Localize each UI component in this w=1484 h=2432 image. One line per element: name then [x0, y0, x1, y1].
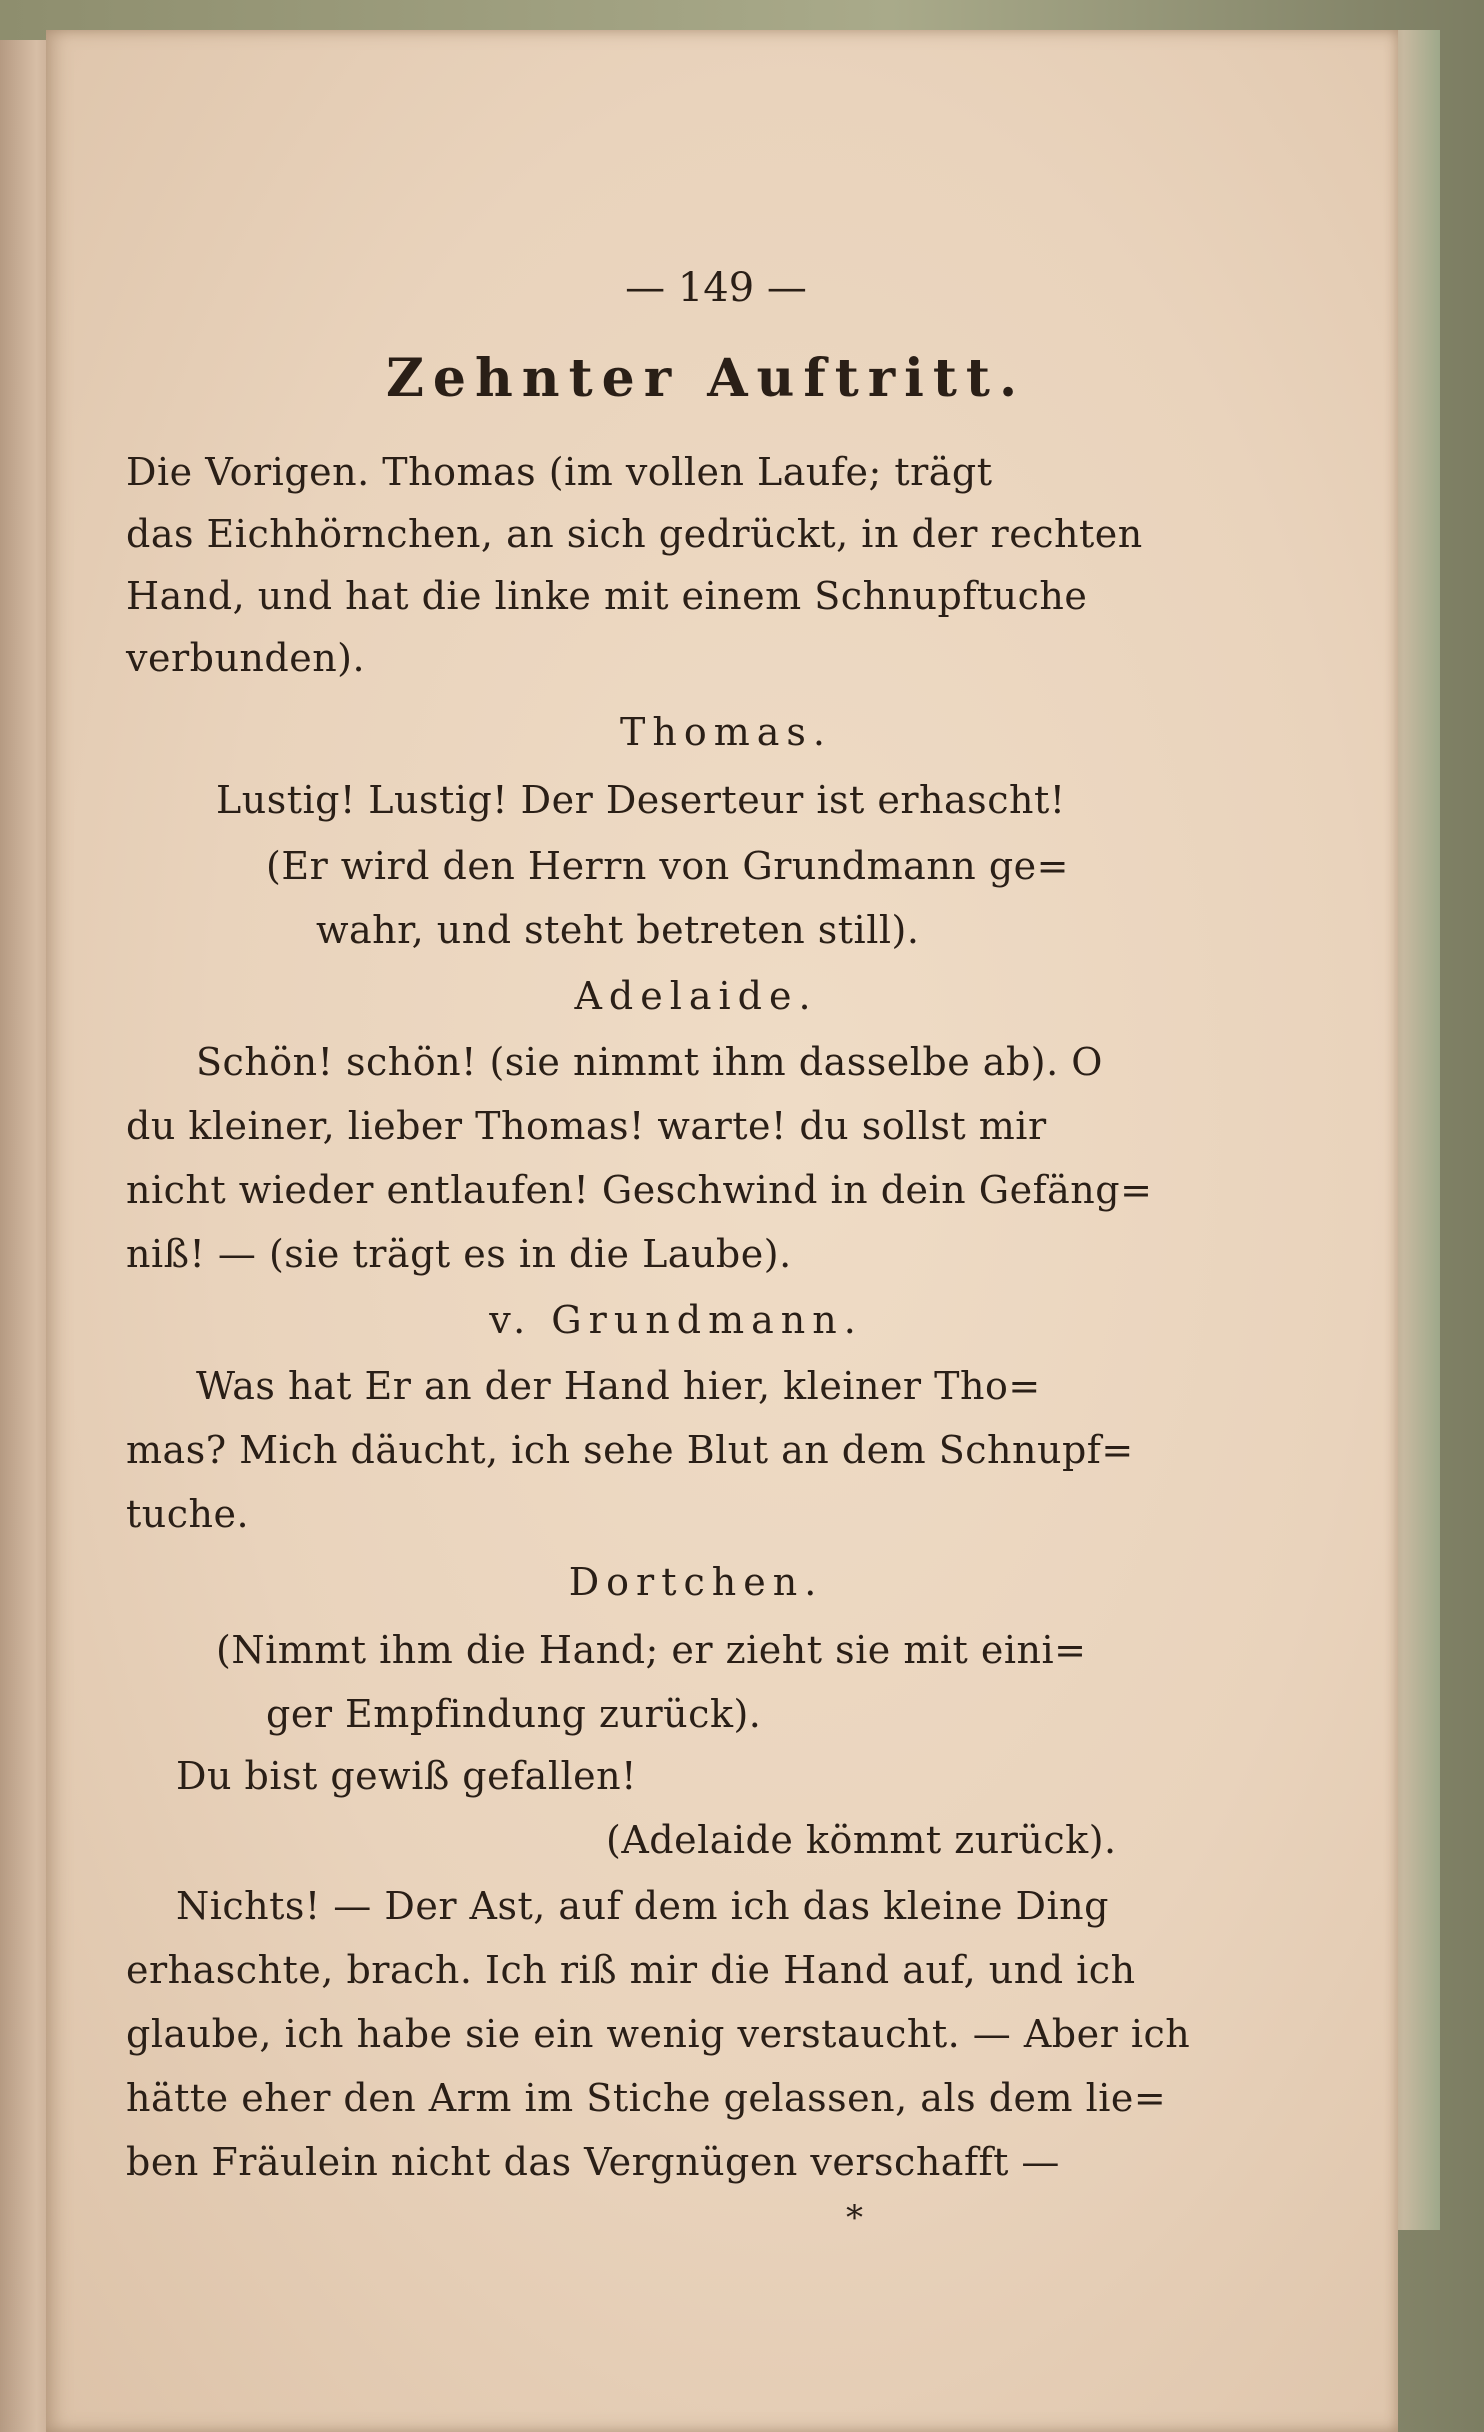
text-line: glaube, ich habe sie ein wenig verstaucht. — Aber ich	[126, 2012, 1191, 2056]
text-line: ben Fräulein nicht das Vergnügen verschafft —	[126, 2140, 1060, 2184]
speaker-name: Adelaide.	[574, 974, 818, 1018]
text-line: tuche.	[126, 1492, 250, 1536]
stage-direction: wahr, und steht betreten still).	[316, 908, 920, 952]
text-line: Schön! schön! (sie nimmt ihm dasselbe ab). O	[196, 1040, 1103, 1084]
stage-direction: (Er wird den Herrn von Grundmann ge=	[266, 844, 1069, 888]
text-line: Was hat Er an der Hand hier, kleiner Tho=	[196, 1364, 1041, 1408]
text-line: Lustig! Lustig! Der Deserteur ist erhascht!	[216, 778, 1066, 822]
stage-direction: ger Empfindung zurück).	[266, 1692, 762, 1736]
text-line: das Eichhörnchen, an sich gedrückt, in der rechten	[126, 512, 1143, 556]
page-text-block	[46, 30, 1398, 2432]
stage-direction: (Adelaide kömmt zurück).	[606, 1818, 1117, 1862]
text-line: du kleiner, lieber Thomas! warte! du sollst mir	[126, 1104, 1047, 1148]
text-line: Du bist gewiß gefallen!	[176, 1754, 637, 1798]
text-line: nicht wieder entlaufen! Geschwind in dein Gefäng=	[126, 1168, 1153, 1212]
speaker-name: v. Grundmann.	[489, 1298, 863, 1342]
page-number: — 149 —	[625, 265, 807, 311]
signature-mark: *	[846, 2198, 863, 2238]
text-line: Die Vorigen. Thomas (im vollen Laufe; trägt	[126, 450, 993, 494]
stage-direction: (Nimmt ihm die Hand; er zieht sie mit eini=	[216, 1628, 1087, 1672]
text-line: mas? Mich däucht, ich sehe Blut an dem Schnupf=	[126, 1428, 1134, 1472]
book-page	[46, 30, 1398, 2432]
text-line: Nichts! — Der Ast, auf dem ich das kleine Ding	[176, 1884, 1109, 1928]
text-line: verbunden).	[126, 636, 366, 680]
speaker-name: Thomas.	[620, 710, 832, 754]
text-line: Hand, und hat die linke mit einem Schnupftuche	[126, 574, 1088, 618]
text-line: niß! — (sie trägt es in die Laube).	[126, 1232, 792, 1276]
speaker-name: Dortchen.	[568, 1560, 824, 1604]
text-line: erhaschte, brach. Ich riß mir die Hand auf, und ich	[126, 1948, 1136, 1992]
text-line: hätte eher den Arm im Stiche gelassen, als dem lie=	[126, 2076, 1167, 2120]
scene-heading: Zehnter Auftritt.	[385, 348, 1027, 409]
